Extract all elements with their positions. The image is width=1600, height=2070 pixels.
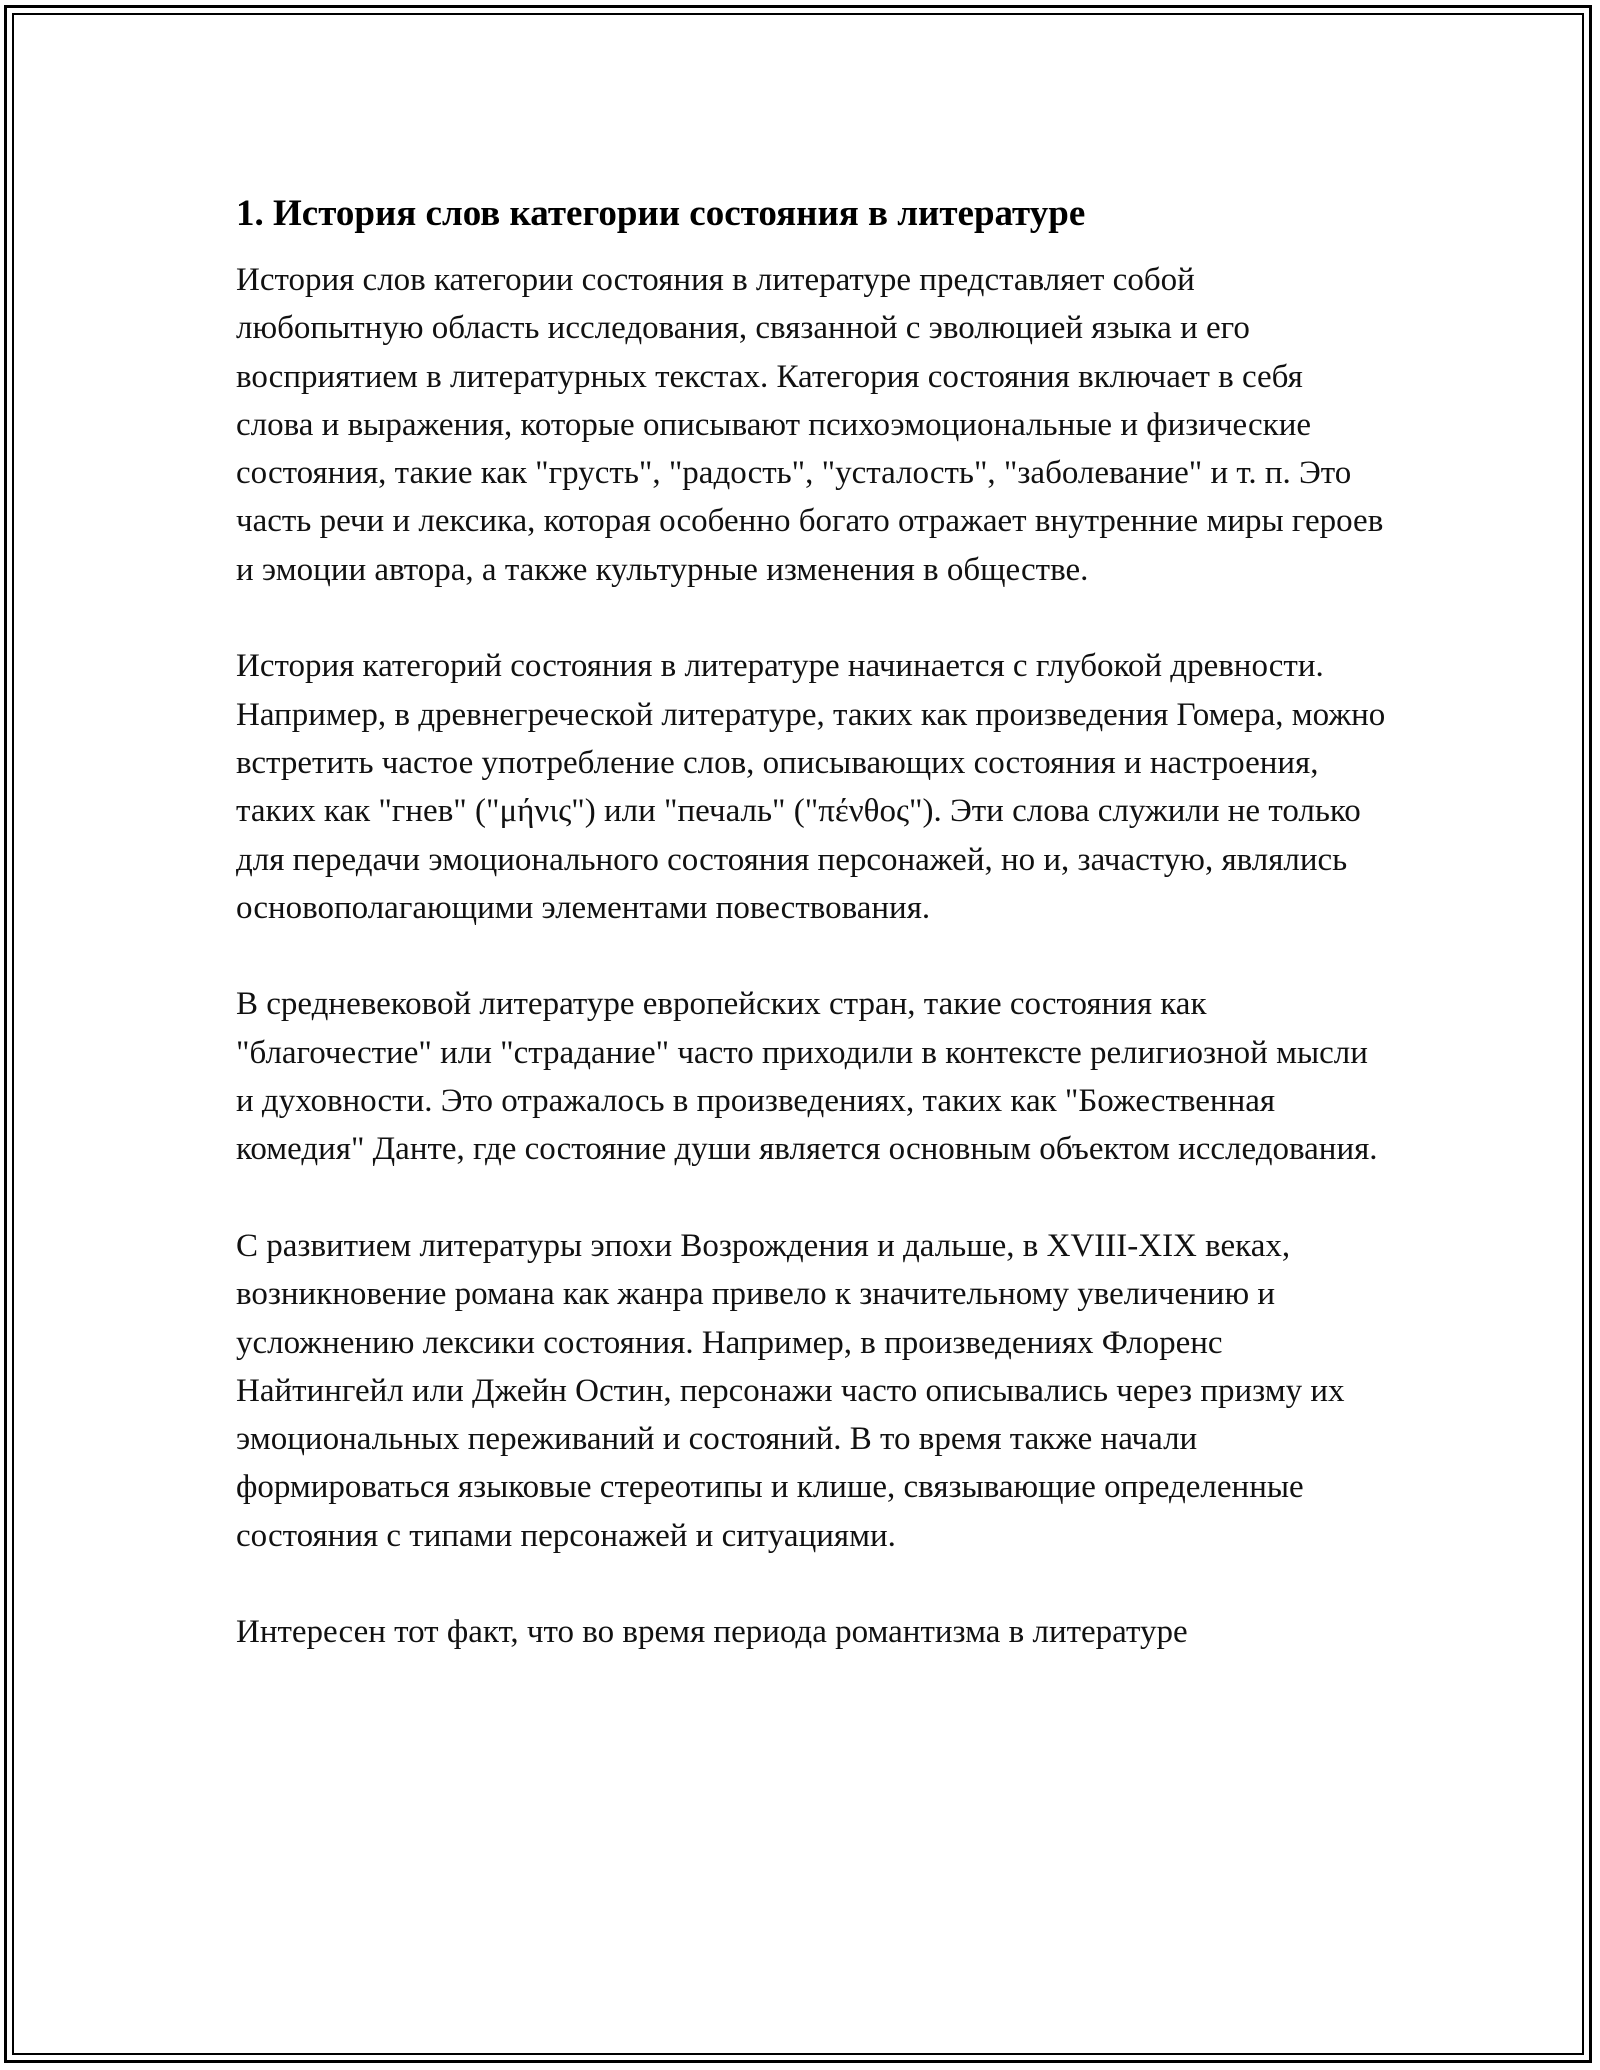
section-heading: 1. История слов категории состояния в литературе bbox=[236, 193, 1086, 234]
document-body bbox=[236, 186, 1386, 1705]
paragraph-2: История категорий состояния в литературе начинается с глубокой древности. Например, в древнегреческой литературе, таких как произведения Гомера, можно встретить частое употребление слов, описывающих состояния и настроения, таких как "гнев" ("μήνις") или "печаль" ("πένθος"). Эти слова служили не только для передачи эмоционального состояния персонажей, но и, зачастую, являлись основополагающими элементами повествования. bbox=[236, 648, 1386, 926]
paragraph-4: С развитием литературы эпохи Возрождения и дальше, в XVIII-XIX веках, возникновение романа как жанра привело к значительному увеличению и усложнению лексики состояния. Например, в произведениях Флоренс Найтингейл или Джейн Остин, персонажи часто описывались через призму их эмоциональных переживаний и состояний. В то время также начали формироваться языковые стереотипы и клише, связывающие определенные состояния с типами персонажей и ситуациями. bbox=[236, 1227, 1345, 1554]
paragraph-5: Интересен тот факт, что во время периода романтизма в литературе bbox=[236, 1614, 1188, 1651]
paragraph-1: История слов категории состояния в литературе представляет собой любопытную область исследования, связанной с эволюцией языка и его восприятием в литературных текстах. Категория состояния включает в себя слова и выражения, которые описывают психоэмоциональные и физические состояния, такие как "грусть", "радость", "усталость", "заболевание" и т. п. Это часть речи и лексика, которая особенно богато отражает внутренние миры героев и эмоции автора, а также культурные изменения в обществе. bbox=[236, 262, 1384, 588]
paragraph-3: В средневековой литературе европейских стран, такие состояния как "благочестие" или "страдание" часто приходили в контексте религиозной мысли и духовности. Это отражалось в произведениях, таких как "Божественная комедия" Данте, где состояние души является основным объектом исследования. bbox=[236, 986, 1378, 1168]
